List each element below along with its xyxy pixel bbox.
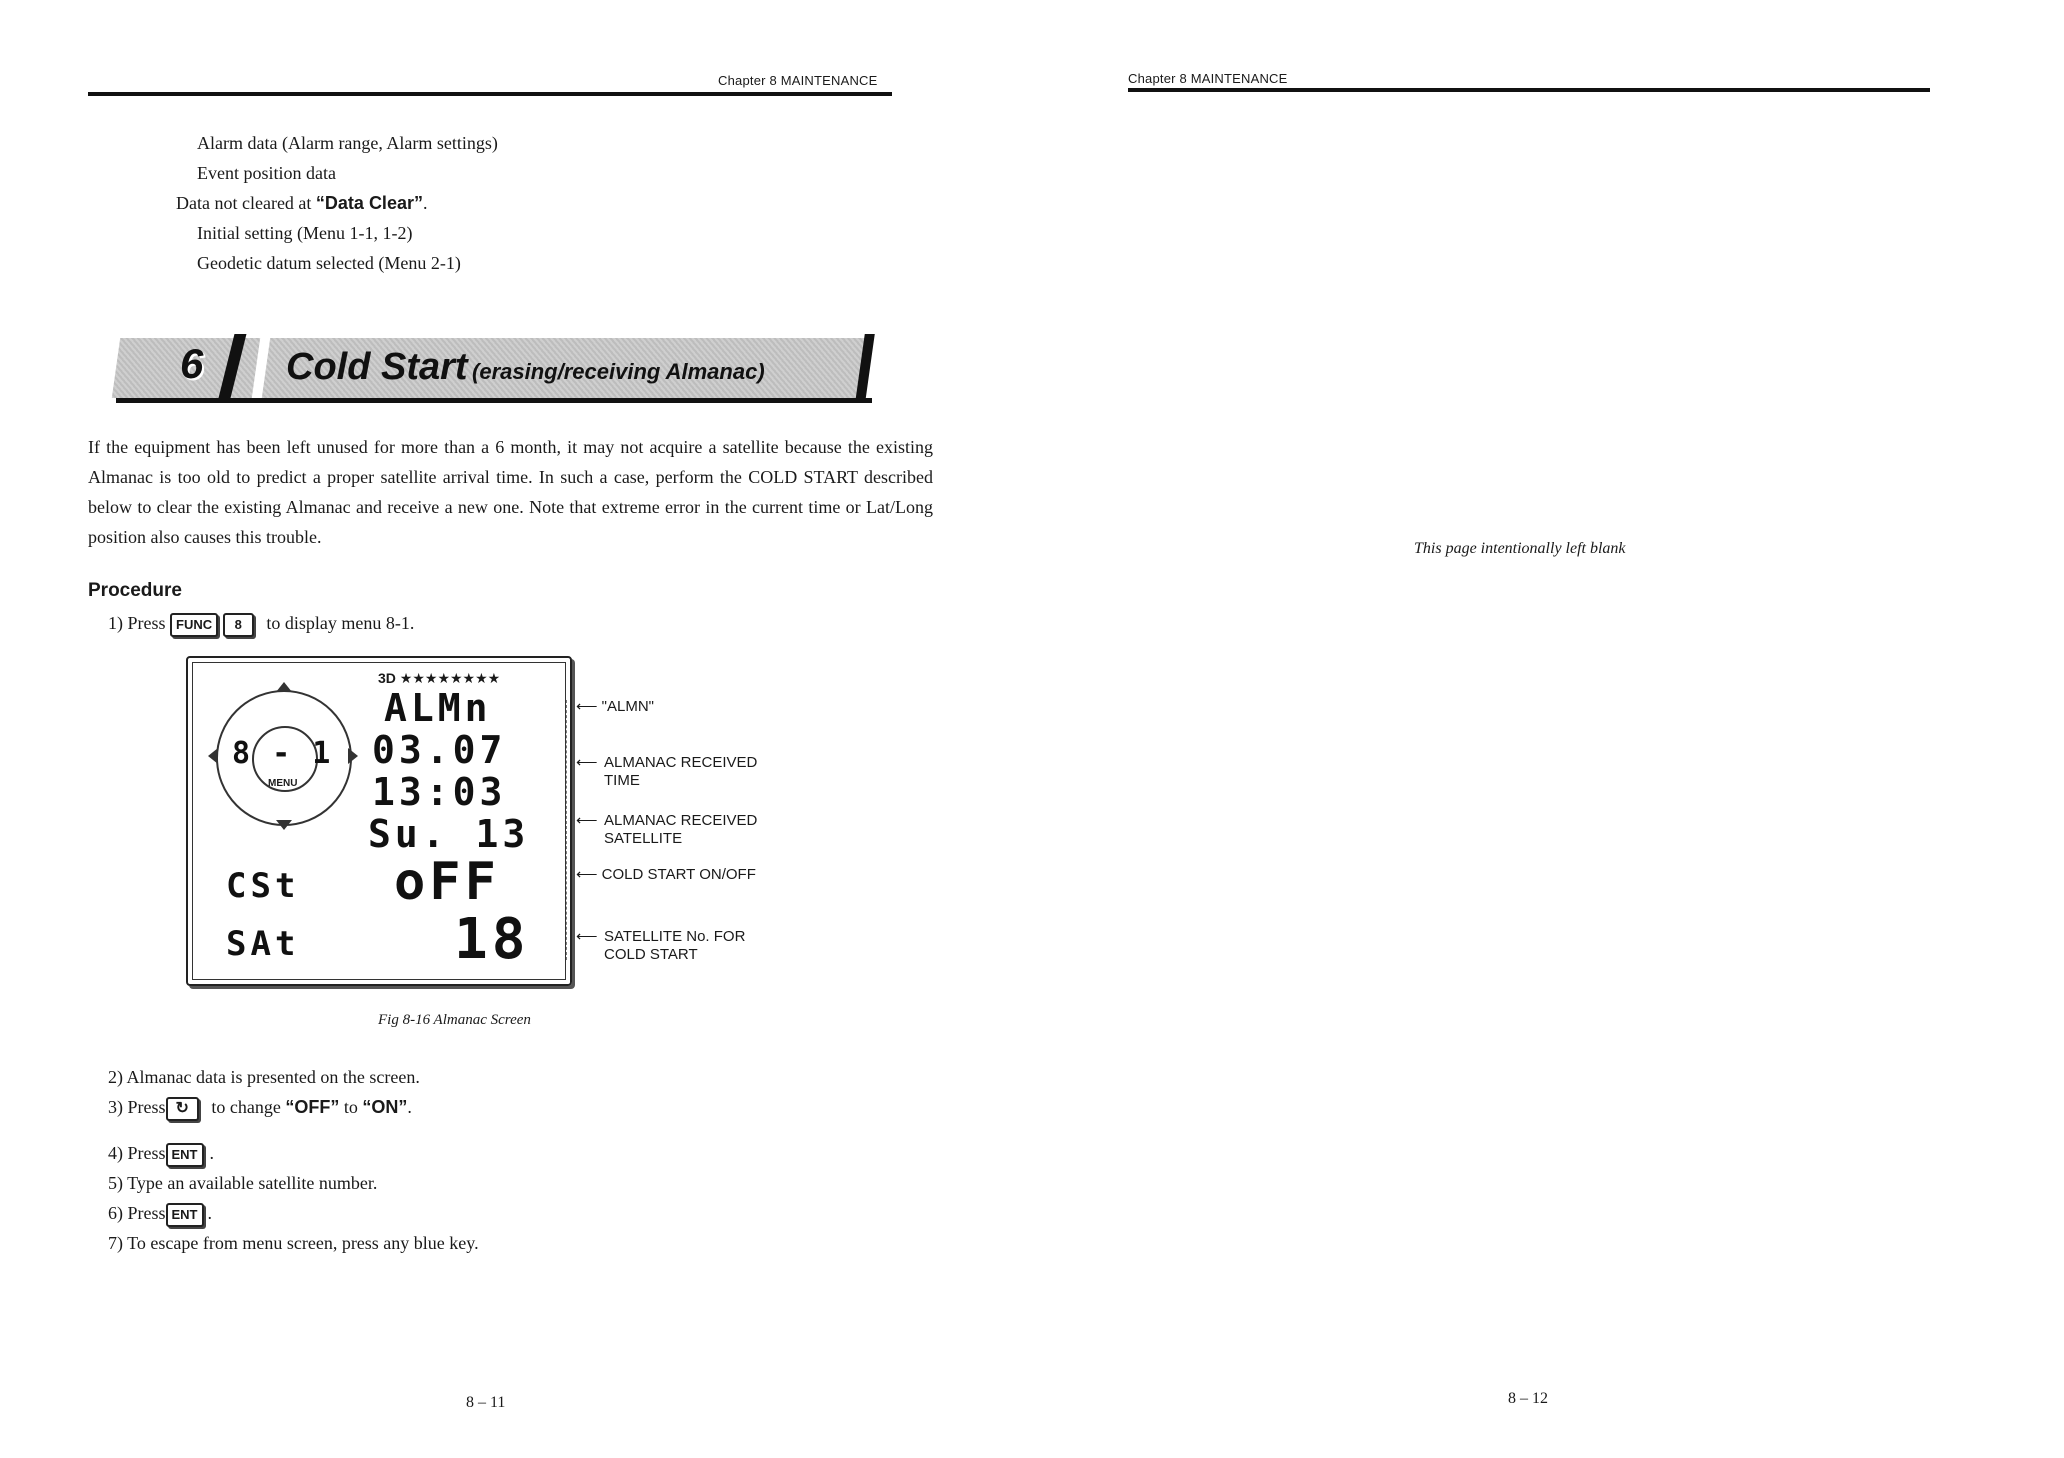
figure-caption: Fig 8-16 Almanac Screen [378,1012,531,1028]
lcd-screen [186,656,572,986]
not-cleared-prefix: Data not cleared at [176,193,316,213]
lcd-status: 3D ★★★★★★★★ [378,670,501,686]
blank-page-note: This page intentionally left blank [1414,540,1626,557]
step-3-mid: to change [211,1097,286,1117]
left-page-header: Chapter 8 MAINTENANCE [718,73,878,88]
callout-received-time-text: ALMANAC RECEIVED TIME [604,754,758,789]
dial-label: MENU [268,778,298,789]
left-page-number: 8 – 11 [466,1394,506,1411]
section-title-main: Cold Start [286,346,468,388]
data-clear-key: “Data Clear” [315,193,423,213]
right-page-number: 8 – 12 [1508,1390,1548,1407]
callout-satellite-no-text: SATELLITE No. FOR COLD START [604,928,746,963]
on-word: “ON” [362,1097,408,1117]
step-3-prefix: 3) Press [108,1097,166,1117]
not-cleared-suffix: . [422,193,428,213]
step-2: 2) Almanac data is presented on the screen. [108,1067,420,1087]
section-title-sub: (erasing/receiving Almanac) [472,359,765,384]
step-1-prefix: 1) Press [108,613,166,633]
list-item: Geodetic datum selected (Menu 2-1) [197,253,461,273]
func-key[interactable]: FUNC [170,613,218,637]
dial-bottom-mark-icon [276,820,292,830]
callout-cold-start-text: COLD START ON/OFF [601,866,756,883]
step-4-prefix: 4) Press [108,1143,166,1163]
banner-underline [116,398,872,403]
lcd-line-1: ALMn [384,686,492,730]
lcd-line-6: 18 [454,907,530,972]
off-word: “OFF” [285,1097,340,1117]
intro-paragraph: If the equipment has been left unused for more than a 6 month, it may not acquire a satellite because the existing Almanac is too old to predict a proper satellite arrival time. In such a case, perform the COLD START described below to clear the existing Almanac and receive a new one. Note that extreme error in the current time or Lat/Long position also causes this trouble. [88,437,933,547]
dial-value: 8 - 1 [232,736,333,771]
lcd-line-3: 13:03 [372,770,507,814]
callout-received-satellite-text: ALMANAC RECEIVED SATELLITE [604,812,758,847]
step-4 [108,1138,214,1168]
lcd-line-5: oFF [394,852,500,912]
step-6-prefix: 6) Press [108,1203,166,1223]
lcd-line-4: Su. 13 [368,812,530,856]
arrow-left-icon: ⟵ [576,812,598,829]
list-item: Initial setting (Menu 1-1, 1-2) [197,223,413,243]
step-1 [108,608,414,638]
arrow-left-icon: ⟵ [576,866,602,883]
callout-almn [576,698,654,716]
right-header-rule [1128,88,1930,92]
step-3 [108,1092,412,1122]
callout-received-satellite [576,812,776,848]
list-item: Event position data [197,163,336,183]
list-item: Alarm data (Alarm range, Alarm settings) [197,133,498,153]
ent-key[interactable]: ENT [166,1143,204,1167]
procedure-heading: Procedure [88,580,182,601]
right-page-header: Chapter 8 MAINTENANCE [1128,71,1288,86]
callout-cold-start [576,866,756,884]
step-7: 7) To escape from menu screen, press any blue key. [108,1233,479,1253]
arrow-left-icon: ⟵ [576,928,598,945]
step-4-end: . [209,1143,214,1163]
step-3-to: to [339,1097,363,1117]
dial-top-mark-icon [276,682,292,692]
step-5: 5) Type an available satellite number. [108,1173,378,1193]
dial-left-mark-icon [208,748,218,764]
step-6 [108,1198,212,1228]
ent-key[interactable]: ENT [166,1203,204,1227]
rotate-key[interactable]: ↻ [166,1097,199,1121]
callout-guide-line [566,700,567,960]
callout-almn-text: "ALMN" [601,698,654,715]
lcd-label-6: SAt [226,924,300,964]
dial-right-mark-icon [348,748,358,764]
callout-satellite-no [576,928,776,964]
section-number: 6 [180,340,204,387]
step-1-suffix: to display menu 8-1. [266,613,415,633]
section-title [286,346,765,389]
left-header-rule [88,92,892,96]
step-6-end: . [207,1203,212,1223]
arrow-left-icon: ⟵ [576,698,602,715]
callout-received-time [576,754,776,790]
lcd-line-2: 03.07 [372,728,507,772]
lcd-label-5: CSt [226,866,300,906]
arrow-left-icon: ⟵ [576,754,598,771]
not-cleared-line [176,188,427,218]
key-8[interactable]: 8 [223,613,254,637]
step-3-end: . [407,1097,412,1117]
